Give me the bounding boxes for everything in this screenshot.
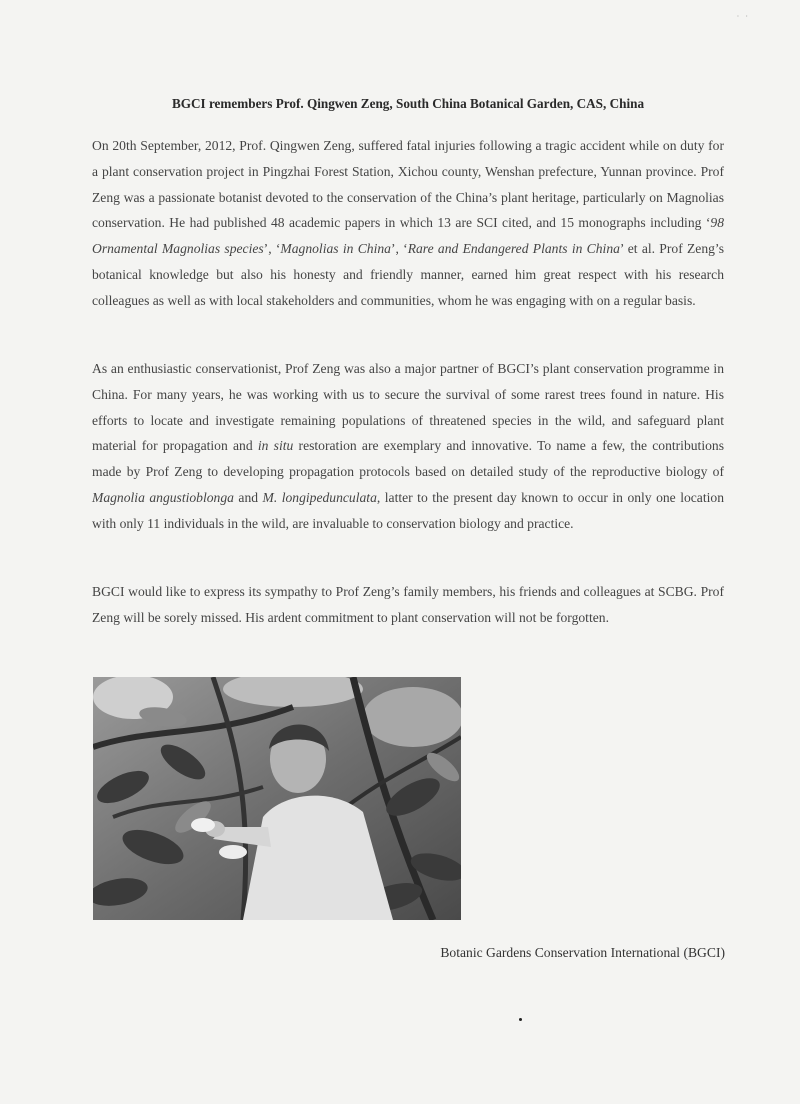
document-title: BGCI remembers Prof. Qingwen Zeng, South China Botanical Garden, CAS, China bbox=[171, 96, 645, 111]
p1-text-a: On 20th September, 2012, Prof. Qingwen Zeng, suffered fatal injuries following a tragic accident while on duty for a plant conservation project in Pingzhai Forest Station, Xichou county, Wenshan prefecture, Yunnan province. Prof Zeng was a passionate botanist devoted to the conservation of the China’s plant heritage, particularly on Magnolias conservation. He had published 48 academic papers in which 13 are SCI cited, and 15 monographs including ‘ bbox=[92, 138, 724, 231]
p2-text-a: As an enthusiastic conservationist, Prof Zeng was also a major partner of BGCI’s plant conservation programme in China. For many years, he was working with us to secure the survival of some rarest trees found in nature. His efforts to locate and investigate remaining populations of threatened species in the wild, and safeguard plant material for propagation and bbox=[92, 361, 724, 454]
paragraph-2 bbox=[92, 356, 724, 537]
p1-text-b: ’ et al. Prof Zeng’s botanical knowledge but also his honesty and friendly manner, earned him great respect with his research colleagues as well as with local stakeholders and communities, whom he was engaging with on a regular basis. bbox=[92, 241, 724, 308]
signature-line: Botanic Gardens Conservation International (BGCI) bbox=[440, 945, 725, 960]
book-title-3: Rare and Endangered Plants in China bbox=[407, 241, 620, 257]
p2-text-c: , latter to the present day known to occur in only one location with only 11 individuals in the wild, are invaluable to conservation biology and practice. bbox=[92, 489, 724, 531]
paragraph-3: BGCI would like to express its sympathy to Prof Zeng’s family members, his friends and colleagues at SCBG. Prof Zeng will be sorely missed. His ardent commitment to plant conservation will not be forgotten. bbox=[92, 584, 724, 625]
book-title-1: 98 Ornamental Magnolias species bbox=[92, 215, 724, 257]
book-title-2: Magnolias in China bbox=[280, 241, 391, 257]
photo-of-prof-zeng bbox=[93, 677, 461, 920]
photo-icon bbox=[93, 677, 461, 920]
species-name-2: M. longipedunculata bbox=[262, 489, 377, 505]
in-situ-term: in situ bbox=[257, 438, 294, 454]
p1-sep-1: ’, ‘ bbox=[263, 241, 281, 257]
paragraph-1 bbox=[92, 133, 724, 314]
species-name-1: Magnolia angustioblonga bbox=[92, 489, 234, 505]
p2-text-b: restoration are exemplary and innovative. To name a few, the contributions made by Prof Zeng to developing propagation protocols based on detailed study of the reproductive biology of bbox=[92, 438, 724, 480]
p2-and: and bbox=[233, 489, 263, 505]
p1-sep-2: ’, ‘ bbox=[390, 241, 408, 257]
scan-specks: · · bbox=[736, 12, 750, 21]
scan-speck bbox=[519, 1018, 522, 1021]
